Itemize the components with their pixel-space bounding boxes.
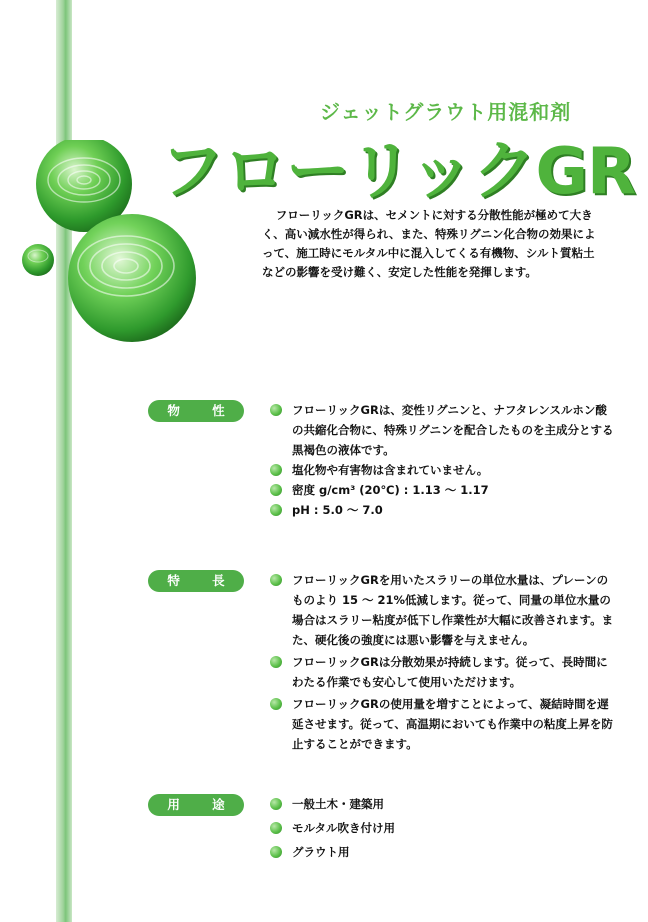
section-label-features: 特 長 bbox=[148, 570, 244, 592]
properties-list bbox=[270, 400, 615, 520]
list-item: フローリックGRは分散効果が持続します。従って、長時間にわたる作業でも安心して使用いただけます。 bbox=[270, 652, 615, 692]
bullet-icon bbox=[270, 404, 282, 416]
list-item: 塩化物や有害物は含まれていません。 bbox=[270, 460, 615, 480]
side-stripe bbox=[56, 0, 72, 922]
product-subtitle: ジェットグラウト用混和剤 bbox=[320, 100, 572, 124]
product-title: フローリックGR bbox=[160, 135, 636, 209]
section-label-uses: 用 途 bbox=[148, 794, 244, 816]
list-item: 密度 g/cm³ (20℃) : 1.13 ～ 1.17 bbox=[270, 480, 615, 500]
list-item: グラウト用 bbox=[270, 842, 615, 862]
list-item: フローリックGRは、変性リグニンと、ナフタレンスルホン酸の共縮化合物に、特殊リグニンを配合したものを主成分とする黒褐色の液体です。 bbox=[270, 400, 615, 460]
list-item: フローリックGRを用いたスラリーの単位水量は、プレーンのものより 15 ～ 21%低減します。従って、同量の単位水量の場合はスラリー粘度が低下し作業性が大幅に改善されます。また、硬化後の強度には悪い影響を与えません。 bbox=[270, 570, 615, 650]
list-item: 一般土木・建築用 bbox=[270, 794, 615, 814]
bullet-icon bbox=[270, 822, 282, 834]
list-item: モルタル吹き付け用 bbox=[270, 818, 615, 838]
list-item: pH : 5.0 ～ 7.0 bbox=[270, 500, 615, 520]
sphere-small bbox=[22, 244, 54, 276]
bullet-icon bbox=[270, 846, 282, 858]
bullet-icon bbox=[270, 574, 282, 586]
uses-list bbox=[270, 794, 615, 862]
bullet-icon bbox=[270, 698, 282, 710]
sphere-large bbox=[68, 214, 196, 342]
bullet-icon bbox=[270, 484, 282, 496]
bullet-icon bbox=[270, 464, 282, 476]
bullet-icon bbox=[270, 798, 282, 810]
list-item: フローリックGRの使用量を増すことによって、凝結時間を遅延させます。従って、高温期においても作業中の粘度上昇を防止することができます。 bbox=[270, 694, 615, 754]
section-label-properties: 物 性 bbox=[148, 400, 244, 422]
intro-paragraph: フローリックGRは、セメントに対する分散性能が極めて大きく、高い減水性が得られ、また、特殊リグニン化合物の効果によって、施工時にモルタル中に混入してくる有機物、シルト質粘土などの影響を受け難く、安定した性能を発揮します。 bbox=[262, 208, 596, 279]
bullet-icon bbox=[270, 656, 282, 668]
bullet-icon bbox=[270, 504, 282, 516]
features-list bbox=[270, 570, 615, 754]
